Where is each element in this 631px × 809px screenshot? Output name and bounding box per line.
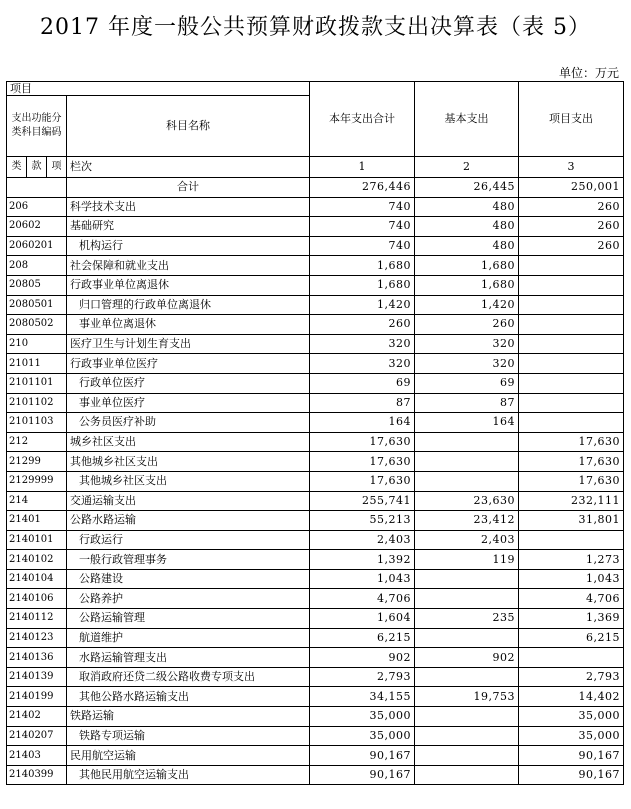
- row-basic: 1,420: [415, 295, 519, 315]
- table-row: [7, 589, 624, 609]
- row-project: 31,801: [519, 511, 624, 531]
- row-label: 栏次: [67, 157, 310, 178]
- row-basic: [415, 746, 519, 766]
- row-project: [519, 275, 624, 295]
- row-name: 其他民用航空运输支出: [67, 765, 310, 785]
- row-name: 取消政府还贷二级公路收费专项支出: [67, 667, 310, 687]
- row-project: [519, 648, 624, 668]
- row-basic: 23,412: [415, 511, 519, 531]
- row-code: 210: [7, 334, 67, 354]
- row-name: 行政事业单位医疗: [67, 354, 310, 374]
- col3-label: 3: [519, 157, 624, 178]
- row-name: 行政运行: [67, 530, 310, 550]
- row-project: 260: [519, 197, 624, 217]
- row-code: 2129999: [7, 471, 67, 491]
- row-total: 740: [310, 217, 415, 237]
- table-row: [7, 236, 624, 256]
- row-name: 事业单位医疗: [67, 393, 310, 413]
- project-expense-header: 项目支出: [519, 82, 624, 157]
- row-project: 1,273: [519, 550, 624, 570]
- row-project: 4,706: [519, 589, 624, 609]
- row-code: 20805: [7, 275, 67, 295]
- row-name: 公路水路运输: [67, 511, 310, 531]
- row-basic: 19,753: [415, 687, 519, 707]
- table-row: [7, 667, 624, 687]
- row-total: 164: [310, 413, 415, 433]
- row-total: 4,706: [310, 589, 415, 609]
- row-basic: 235: [415, 609, 519, 629]
- row-project: [519, 373, 624, 393]
- row-project: [519, 256, 624, 276]
- total-header: 本年支出合计: [310, 82, 415, 157]
- row-code: 2140139: [7, 667, 67, 687]
- total-row-basic: 26,445: [415, 178, 519, 198]
- row-code: 21299: [7, 452, 67, 472]
- total-row-name: 合计: [67, 178, 310, 198]
- row-code: 212: [7, 432, 67, 452]
- table-row: [7, 393, 624, 413]
- row-total: 17,630: [310, 452, 415, 472]
- row-name: 科学技术支出: [67, 197, 310, 217]
- row-name: 基础研究: [67, 217, 310, 237]
- row-basic: [415, 765, 519, 785]
- row-basic: 119: [415, 550, 519, 570]
- row-name: 行政事业单位离退休: [67, 275, 310, 295]
- row-code: 208: [7, 256, 67, 276]
- table-row: [7, 295, 624, 315]
- row-project: 90,167: [519, 746, 624, 766]
- row-code: 206: [7, 197, 67, 217]
- table-row: [7, 334, 624, 354]
- row-project: 17,630: [519, 471, 624, 491]
- row-basic: 87: [415, 393, 519, 413]
- row-basic: 2,403: [415, 530, 519, 550]
- table-row: [7, 746, 624, 766]
- row-name: 铁路运输: [67, 707, 310, 727]
- row-code: 21403: [7, 746, 67, 766]
- row-project: 90,167: [519, 765, 624, 785]
- row-code: 2140112: [7, 609, 67, 629]
- table-row: [7, 413, 624, 433]
- row-basic: [415, 707, 519, 727]
- row-code: 21011: [7, 354, 67, 374]
- row-code: 2080502: [7, 315, 67, 335]
- total-row-project: 250,001: [519, 178, 624, 198]
- row-project: 2,793: [519, 667, 624, 687]
- row-name: 医疗卫生与计划生育支出: [67, 334, 310, 354]
- row-name: 其他城乡社区支出: [67, 471, 310, 491]
- row-basic: 320: [415, 354, 519, 374]
- row-code: 2101102: [7, 393, 67, 413]
- row-code: 2140101: [7, 530, 67, 550]
- kuan-label: 款: [27, 157, 47, 178]
- col2-label: 2: [415, 157, 519, 178]
- budget-table: [6, 81, 624, 785]
- row-name: 机构运行: [67, 236, 310, 256]
- row-project: [519, 315, 624, 335]
- row-basic: [415, 569, 519, 589]
- table-row: [7, 197, 624, 217]
- row-code: 2101103: [7, 413, 67, 433]
- table-row: [7, 432, 624, 452]
- table-row: [7, 707, 624, 727]
- row-total: 69: [310, 373, 415, 393]
- table-row: [7, 569, 624, 589]
- row-total: 740: [310, 236, 415, 256]
- row-name: 交通运输支出: [67, 491, 310, 511]
- row-basic: 1,680: [415, 275, 519, 295]
- lei-label: 类: [7, 157, 27, 178]
- basic-header: 基本支出: [415, 82, 519, 157]
- table-row: [7, 687, 624, 707]
- row-name: 航道维护: [67, 628, 310, 648]
- table-row: [7, 373, 624, 393]
- row-code: 2080501: [7, 295, 67, 315]
- row-code: 2140104: [7, 569, 67, 589]
- table-row: [7, 609, 624, 629]
- row-basic: [415, 628, 519, 648]
- row-total: 34,155: [310, 687, 415, 707]
- row-total: 2,793: [310, 667, 415, 687]
- row-name: 事业单位离退休: [67, 315, 310, 335]
- row-code: 20602: [7, 217, 67, 237]
- row-project: [519, 354, 624, 374]
- table-row: [7, 471, 624, 491]
- row-code: 2060201: [7, 236, 67, 256]
- table-row: [7, 765, 624, 785]
- row-project: [519, 334, 624, 354]
- row-project: 35,000: [519, 726, 624, 746]
- row-total: 90,167: [310, 746, 415, 766]
- row-project: 6,215: [519, 628, 624, 648]
- table-row: [7, 726, 624, 746]
- row-code: 2140123: [7, 628, 67, 648]
- table-row: [7, 452, 624, 472]
- row-total: 902: [310, 648, 415, 668]
- row-name: 民用航空运输: [67, 746, 310, 766]
- code-header: 支出功能分类科目编码: [7, 96, 67, 157]
- row-total: 1,043: [310, 569, 415, 589]
- row-project: [519, 295, 624, 315]
- row-project: 35,000: [519, 707, 624, 727]
- row-total: 1,420: [310, 295, 415, 315]
- row-name: 公路养护: [67, 589, 310, 609]
- row-name: 其他公路水路运输支出: [67, 687, 310, 707]
- row-basic: 480: [415, 217, 519, 237]
- row-project: 260: [519, 236, 624, 256]
- row-project: 17,630: [519, 432, 624, 452]
- row-code: 21402: [7, 707, 67, 727]
- row-total: 87: [310, 393, 415, 413]
- row-total: 90,167: [310, 765, 415, 785]
- row-code: 214: [7, 491, 67, 511]
- table-row: [7, 275, 624, 295]
- row-code: 2140136: [7, 648, 67, 668]
- row-name: 一般行政管理事务: [67, 550, 310, 570]
- table-row: [7, 648, 624, 668]
- total-row: [7, 178, 624, 198]
- row-total: 35,000: [310, 726, 415, 746]
- row-project: 14,402: [519, 687, 624, 707]
- row-project: 17,630: [519, 452, 624, 472]
- row-basic: [415, 726, 519, 746]
- row-total: 17,630: [310, 471, 415, 491]
- row-basic: [415, 589, 519, 609]
- row-basic: 480: [415, 236, 519, 256]
- row-name: 公务员医疗补助: [67, 413, 310, 433]
- row-basic: [415, 432, 519, 452]
- row-code: 2101101: [7, 373, 67, 393]
- row-name: 公路建设: [67, 569, 310, 589]
- row-project: [519, 530, 624, 550]
- table-row: [7, 550, 624, 570]
- row-basic: 320: [415, 334, 519, 354]
- table-row: [7, 530, 624, 550]
- row-basic: 69: [415, 373, 519, 393]
- row-code: 2140106: [7, 589, 67, 609]
- row-total: 1,680: [310, 275, 415, 295]
- row-basic: [415, 452, 519, 472]
- row-name: 城乡社区支出: [67, 432, 310, 452]
- row-project: [519, 393, 624, 413]
- xiang-label: 项: [47, 157, 67, 178]
- row-basic: 164: [415, 413, 519, 433]
- project-header: 项目: [7, 82, 310, 96]
- row-name: 其他城乡社区支出: [67, 452, 310, 472]
- table-row: [7, 491, 624, 511]
- table-row: [7, 511, 624, 531]
- row-total: 1,604: [310, 609, 415, 629]
- row-total: 260: [310, 315, 415, 335]
- row-project: [519, 413, 624, 433]
- row-project: 1,369: [519, 609, 624, 629]
- name-header: 科目名称: [67, 96, 310, 157]
- row-basic: [415, 471, 519, 491]
- row-code: 21401: [7, 511, 67, 531]
- row-total: 6,215: [310, 628, 415, 648]
- row-code: 2140102: [7, 550, 67, 570]
- row-basic: 23,630: [415, 491, 519, 511]
- row-code: 2140207: [7, 726, 67, 746]
- row-total: 2,403: [310, 530, 415, 550]
- row-basic: 480: [415, 197, 519, 217]
- col1-label: 1: [310, 157, 415, 178]
- table-row: [7, 217, 624, 237]
- row-code: 2140199: [7, 687, 67, 707]
- row-total: 320: [310, 354, 415, 374]
- row-name: 归口管理的行政单位离退休: [67, 295, 310, 315]
- row-name: 铁路专项运输: [67, 726, 310, 746]
- table-row: [7, 315, 624, 335]
- table-row: [7, 256, 624, 276]
- row-total: 55,213: [310, 511, 415, 531]
- row-basic: [415, 667, 519, 687]
- row-total: 35,000: [310, 707, 415, 727]
- row-name: 公路运输管理: [67, 609, 310, 629]
- row-name: 社会保障和就业支出: [67, 256, 310, 276]
- row-total: 1,680: [310, 256, 415, 276]
- row-total: 1,392: [310, 550, 415, 570]
- row-total: 255,741: [310, 491, 415, 511]
- row-code: 2140399: [7, 765, 67, 785]
- row-project: 260: [519, 217, 624, 237]
- table-row: [7, 354, 624, 374]
- row-basic: 260: [415, 315, 519, 335]
- row-basic: 1,680: [415, 256, 519, 276]
- row-basic: 902: [415, 648, 519, 668]
- row-total: 17,630: [310, 432, 415, 452]
- table-row: [7, 628, 624, 648]
- row-name: 行政单位医疗: [67, 373, 310, 393]
- unit-label: 单位：万元: [558, 66, 619, 80]
- row-name: 水路运输管理支出: [67, 648, 310, 668]
- row-total: 740: [310, 197, 415, 217]
- page-title: 2017 年度一般公共预算财政拨款支出决算表（表 5）: [40, 15, 591, 40]
- row-project: 1,043: [519, 569, 624, 589]
- total-row-total: 276,446: [310, 178, 415, 198]
- row-total: 320: [310, 334, 415, 354]
- row-project: 232,111: [519, 491, 624, 511]
